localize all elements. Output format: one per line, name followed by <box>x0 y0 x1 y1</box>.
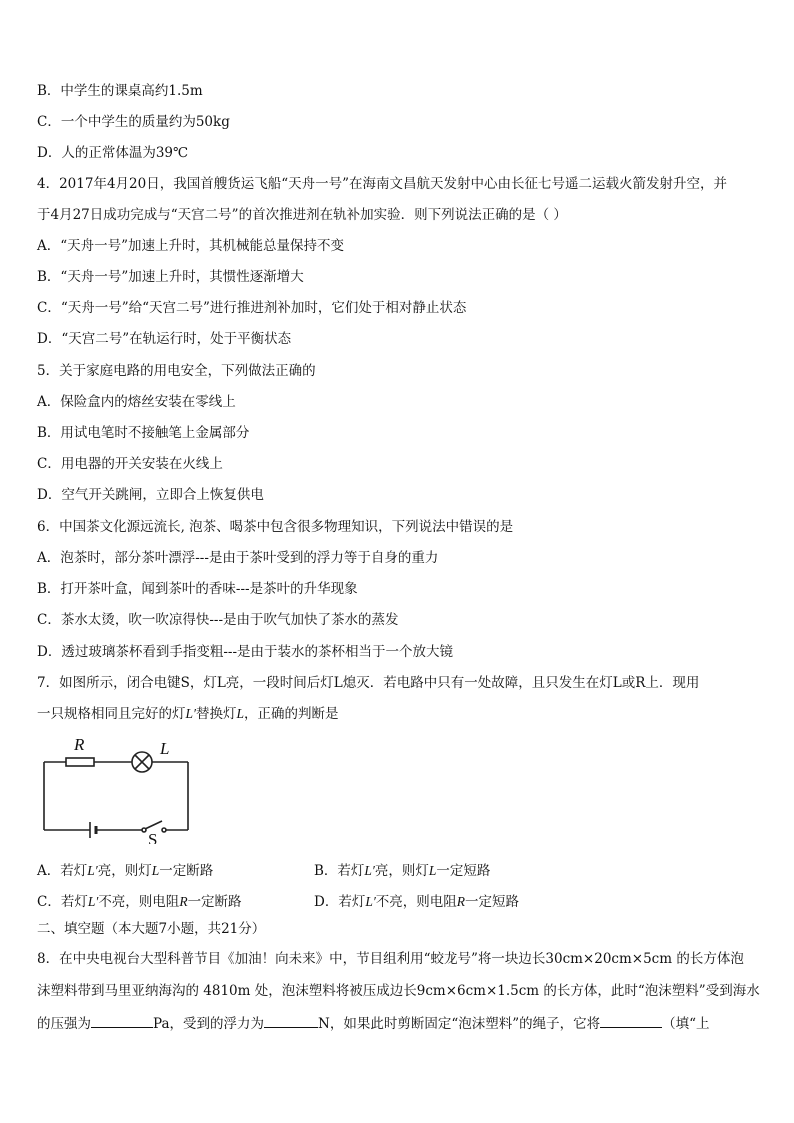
option-text: D．若灯 <box>314 894 366 910</box>
q5-option-c: C．用电器的开关安装在火线上 <box>37 456 223 472</box>
q7-stem-text: 替换灯 <box>195 706 237 722</box>
section-heading: 二、填空题（本大题7小题，共21分） <box>37 921 266 937</box>
circuit-diagram <box>38 732 198 844</box>
q5-stem: 5．关于家庭电路的用电安全，下列做法正确的 <box>37 363 316 379</box>
q8-line3 <box>37 1013 710 1033</box>
option-text: 不亮，则电阻 <box>375 894 457 910</box>
q4-option-a: A．“天舟一号”加速上升时，其机械能总量保持不变 <box>37 238 345 254</box>
q4-stem-line1: 4．2017年4月20日，我国首艘货运飞船“天舟一号”在海南文昌航天发射中心由长征七号遥二运载火箭发射升空，并 <box>37 176 728 192</box>
q7-option-b <box>314 862 490 880</box>
q7-stem-text: 一只规格相同且完好的灯 <box>37 706 186 722</box>
q4-option-d: D．“天宫二号”在轨运行时，处于平衡状态 <box>37 331 292 347</box>
resistor-r <box>66 758 94 766</box>
lamp-symbol: L′ <box>365 894 376 909</box>
answer-blank-buoyancy[interactable] <box>264 1013 318 1028</box>
resistor-symbol: R <box>456 894 466 909</box>
option-text: C．若灯 <box>37 894 88 910</box>
lamp-symbol: L <box>236 706 244 721</box>
q4-option-b: B．“天舟一号”加速上升时，其惯性逐渐增大 <box>37 269 304 285</box>
q6-option-a: A．泡茶时，部分茶叶漂浮---是由于茶叶受到的浮力等于自身的重力 <box>37 550 439 566</box>
q5-option-d: D．空气开关跳闸，立即合上恢复供电 <box>37 487 264 503</box>
option-text: 亮，则灯 <box>374 863 429 879</box>
resistor-symbol: R <box>179 894 188 909</box>
lamp-symbol: L′ <box>185 706 196 721</box>
q3-option-b: B．中学生的课桌高约1.5m <box>37 83 203 99</box>
switch-label: S <box>148 830 158 844</box>
q8-text: 的压强为 <box>37 1016 91 1032</box>
option-text: 一定断路 <box>187 894 242 910</box>
q7-stem-line1: 7．如图所示，闭合电键S，灯L亮，一段时间后灯L熄灭．若电路中只有一处故障，且只发生在灯L或R上．现用 <box>37 675 700 691</box>
q8-text: Pa，受到的浮力为 <box>153 1016 265 1032</box>
resistor-label: R <box>74 735 85 754</box>
lamp-symbol: L <box>151 863 160 878</box>
switch-s <box>145 821 162 829</box>
q3-option-c: C．一个中学生的质量约为50kg <box>37 114 230 130</box>
q8-text: N，如果此时剪断固定“泡沫塑料”的绳子，它将 <box>318 1016 601 1032</box>
q5-option-b: B．用试电笔时不接触笔上金属部分 <box>37 425 250 441</box>
option-text: 不亮，则电阻 <box>98 894 180 910</box>
lamp-symbol: L′ <box>87 894 99 909</box>
answer-blank-pressure[interactable] <box>91 1013 153 1028</box>
q8-text: （填“上 <box>662 1016 710 1032</box>
q7-option-d <box>314 893 519 911</box>
q8-line2: 沫塑料带到马里亚纳海沟的 4810m 处，泡沫塑料将被压成边长9cm×6cm×1.5cm 的长方体，此时“泡沫塑料”受到海水 <box>37 983 760 999</box>
q3-option-d: D．人的正常体温为39℃ <box>37 145 189 161</box>
answer-blank-motion[interactable] <box>600 1013 662 1028</box>
q6-stem: 6．中国茶文化源远流长, 泡茶、喝茶中包含很多物理知识，下列说法中错误的是 <box>37 519 514 535</box>
option-text: 一定短路 <box>436 863 491 879</box>
q4-stem-line2: 于4月27日成功完成与“天宫二号”的首次推进剂在轨补加实验．则下列说法正确的是（ ） <box>37 207 567 223</box>
q7-option-c <box>37 893 242 911</box>
q7-option-a <box>37 862 213 880</box>
lamp-symbol: L <box>428 863 437 878</box>
option-text: 亮，则灯 <box>97 863 152 879</box>
q7-stem-text: ，正确的判断是 <box>243 706 339 722</box>
q6-option-d: D．透过玻璃茶杯看到手指变粗---是由于装水的茶杯相当于一个放大镜 <box>37 644 454 660</box>
q6-option-b: B．打开茶叶盒，闻到茶叶的香味---是茶叶的升华现象 <box>37 581 358 597</box>
q8-line1: 8．在中央电视台大型科普节目《加油！向未来》中，节目组利用“蛟龙号”将一块边长30cm×20cm×5cm 的长方体泡 <box>37 951 744 967</box>
lamp-label: L <box>160 739 170 758</box>
option-text: B．若灯 <box>314 863 365 879</box>
q4-option-c: C．“天舟一号”给“天宫二号”进行推进剂补加时，它们处于相对静止状态 <box>37 300 467 316</box>
option-text: A．若灯 <box>37 863 88 879</box>
option-text: 一定断路 <box>159 863 214 879</box>
q7-stem-line2 <box>37 705 338 723</box>
lamp-symbol: L′ <box>364 863 375 878</box>
lamp-symbol: L′ <box>87 863 98 878</box>
q6-option-c: C．茶水太烫，吹一吹凉得快---是由于吹气加快了茶水的蒸发 <box>37 612 399 628</box>
q5-option-a: A．保险盒内的熔丝安装在零线上 <box>37 394 236 410</box>
switch-contact <box>162 828 166 832</box>
option-text: 一定短路 <box>465 894 520 910</box>
